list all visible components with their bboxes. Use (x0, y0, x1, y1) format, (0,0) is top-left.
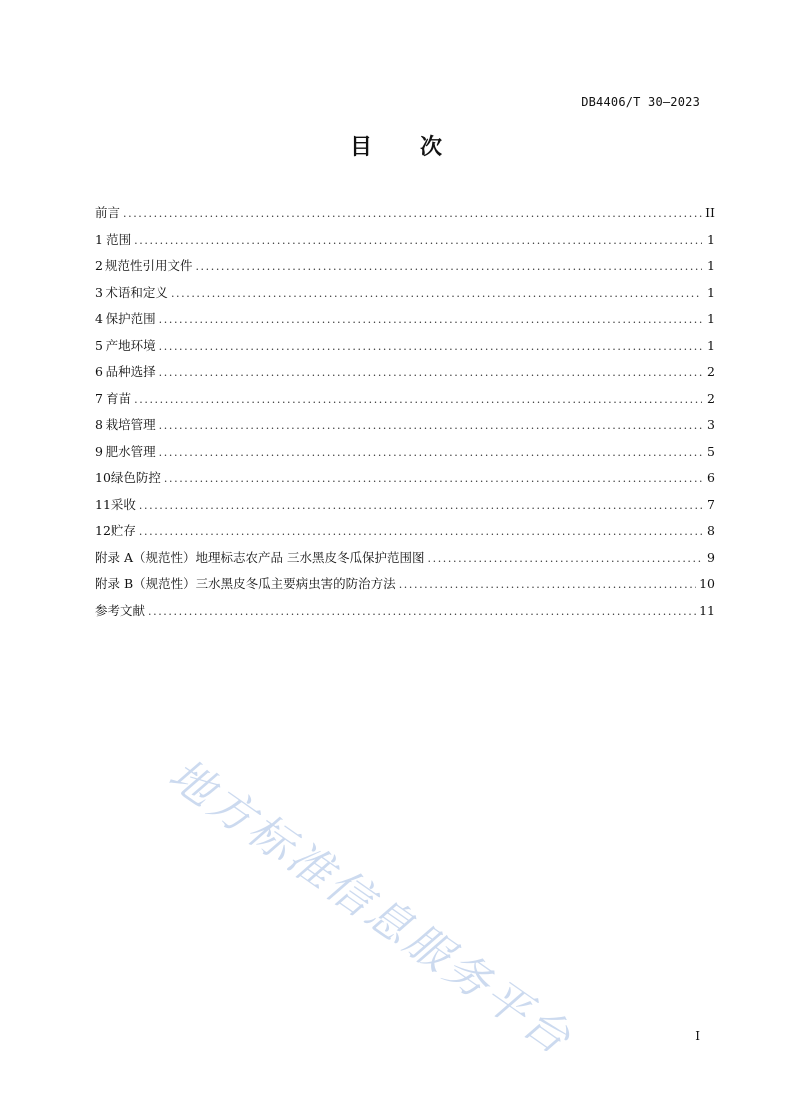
toc-page: 1 (707, 337, 715, 353)
toc-page: II (705, 205, 715, 220)
toc-page: 8 (707, 523, 715, 538)
toc-number: 8 (95, 417, 103, 432)
toc-leader (428, 552, 703, 565)
toc-page: 1 (707, 284, 715, 300)
toc-number: 10 (95, 470, 111, 485)
toc-label: 肥水管理 (105, 443, 156, 459)
toc-page: 1 (707, 231, 715, 247)
toc-leader (123, 207, 702, 220)
toc-leader (159, 419, 702, 432)
toc-leader (139, 525, 702, 538)
toc-leader (159, 313, 702, 326)
title-part-2: 次 (420, 135, 443, 160)
toc-entry-references[interactable] (95, 601, 715, 628)
document-code: DB4406/T 30—2023 (581, 95, 700, 109)
toc-number: 附录 B（规范性） (95, 576, 196, 591)
toc-leader (164, 472, 702, 485)
toc-entry-2[interactable] (95, 256, 715, 283)
toc-page: 5 (707, 443, 715, 459)
toc-page: 2 (707, 364, 715, 379)
toc-label: 绿色防控 (110, 470, 161, 485)
title-part-1: 目 (349, 135, 372, 160)
table-of-contents (95, 203, 715, 627)
toc-entry-10[interactable] (95, 468, 715, 495)
toc-entry-appendix-b[interactable] (95, 574, 715, 601)
toc-number: 4 (95, 311, 103, 326)
toc-label: 参考文献 (95, 602, 146, 618)
toc-leader (139, 499, 702, 512)
toc-page: 3 (707, 417, 715, 432)
toc-label: 规范性引用文件 (104, 258, 193, 273)
toc-page: 1 (707, 258, 715, 273)
toc-leader (134, 234, 702, 247)
toc-label: 育苗 (106, 390, 132, 406)
toc-label: 采收 (110, 496, 136, 512)
toc-entry-4[interactable] (95, 309, 715, 336)
toc-label: 栽培管理 (105, 417, 156, 432)
toc-number: 6 (95, 364, 103, 379)
toc-label: 前言 (95, 205, 121, 220)
toc-page: 6 (707, 470, 715, 485)
toc-page: 1 (707, 311, 715, 326)
toc-label: 范围 (106, 231, 132, 247)
toc-leader (159, 446, 702, 459)
toc-entry-11[interactable] (95, 495, 715, 522)
toc-entry-foreword[interactable] (95, 203, 715, 230)
toc-number: 11 (95, 496, 111, 512)
page-title (0, 130, 792, 161)
toc-number: 5 (95, 337, 103, 353)
toc-number: 1 (95, 231, 103, 247)
toc-page: 9 (707, 549, 715, 565)
toc-leader (159, 340, 702, 353)
toc-leader (148, 605, 696, 618)
toc-leader (195, 260, 702, 273)
toc-label: 三水黑皮冬瓜主要病虫害的防治方法 (195, 576, 396, 591)
toc-page: 11 (699, 602, 715, 618)
toc-leader (159, 366, 702, 379)
toc-number: 9 (95, 443, 103, 459)
toc-label: 地理标志农产品 三水黑皮冬瓜保护范围图 (195, 549, 425, 565)
toc-label: 贮存 (110, 523, 136, 538)
toc-leader (171, 287, 702, 300)
toc-label: 保护范围 (105, 311, 156, 326)
toc-number: 2 (95, 258, 103, 273)
toc-entry-6[interactable] (95, 362, 715, 389)
toc-number: 附录 A（规范性） (95, 549, 196, 565)
toc-page: 10 (699, 576, 715, 591)
toc-page: 2 (707, 390, 715, 406)
toc-leader (134, 393, 702, 406)
toc-entry-5[interactable] (95, 336, 715, 363)
toc-number: 7 (95, 390, 103, 406)
toc-entry-9[interactable] (95, 442, 715, 469)
watermark: 地方标准信息服务平台 (159, 749, 582, 1067)
toc-entry-12[interactable] (95, 521, 715, 548)
toc-entry-appendix-a[interactable] (95, 548, 715, 575)
toc-entry-3[interactable] (95, 283, 715, 310)
toc-entry-8[interactable] (95, 415, 715, 442)
toc-page: 7 (707, 496, 715, 512)
toc-label: 品种选择 (105, 364, 156, 379)
toc-number: 12 (95, 523, 111, 538)
page-number: I (695, 1029, 700, 1043)
toc-entry-7[interactable] (95, 389, 715, 416)
toc-label: 产地环境 (105, 337, 156, 353)
toc-number: 3 (95, 284, 103, 300)
toc-leader (399, 578, 696, 591)
toc-entry-1[interactable] (95, 230, 715, 257)
toc-label: 术语和定义 (105, 284, 168, 300)
